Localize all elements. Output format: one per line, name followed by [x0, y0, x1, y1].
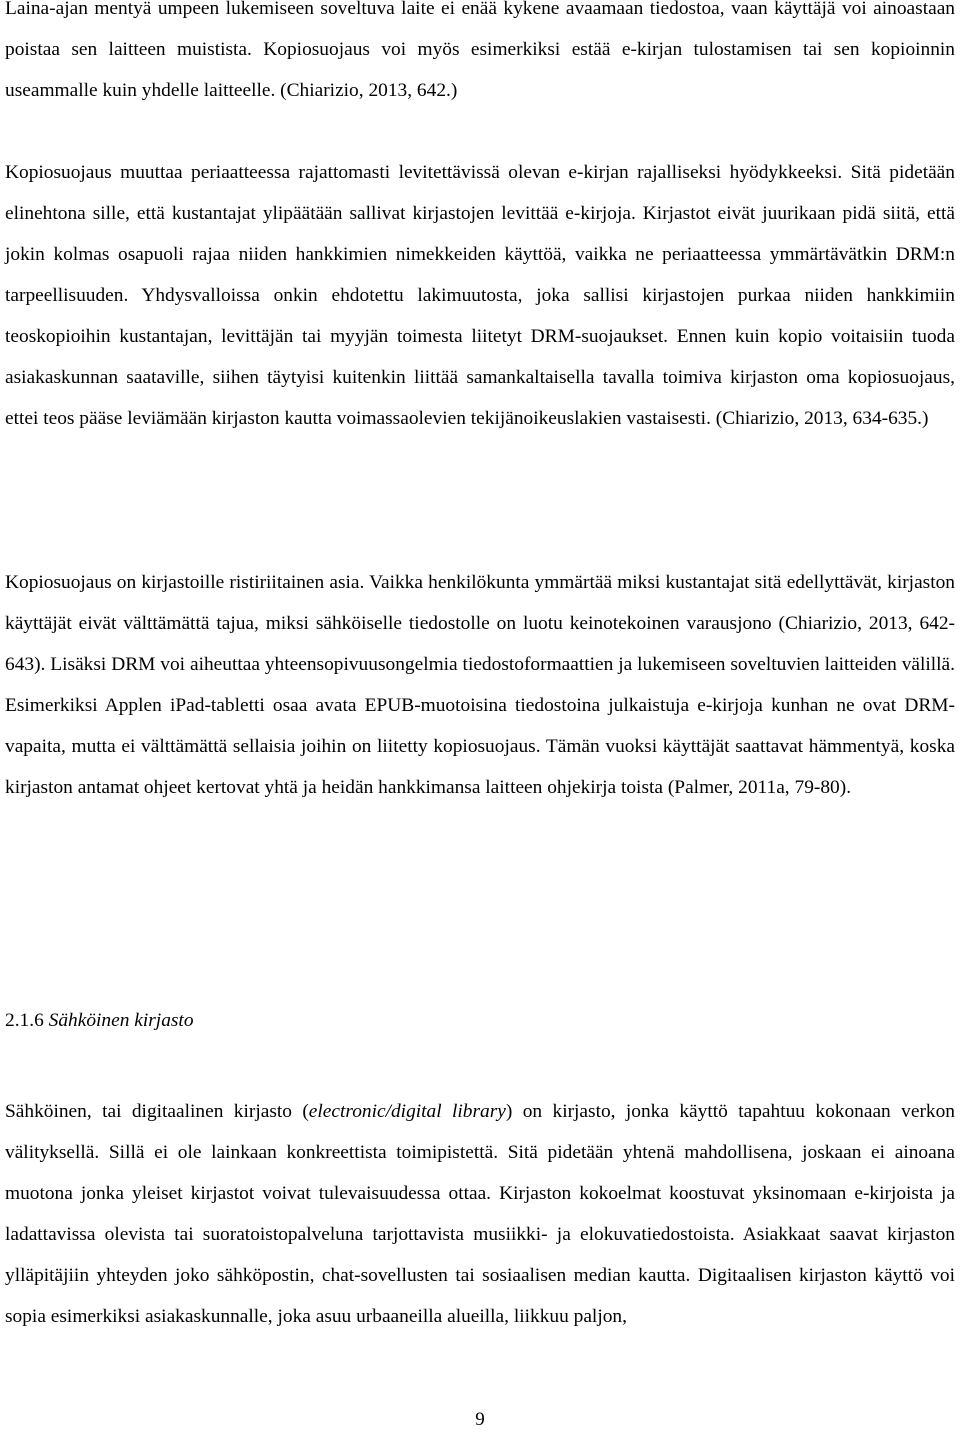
page-number: 9: [475, 1409, 485, 1430]
paragraph-text-start: Sähköinen, tai digitaalinen kirjasto (: [5, 1101, 309, 1122]
document-page: [5, 0, 955, 1436]
paragraph-drm-lending: Laina-ajan mentyä umpeen lukemiseen soveltuva laite ei enää kykene avaamaan tiedostoa, vaan käyttäjä voi ainoastaan poistaa sen laitteen muistista. Kopiosuojaus voi myös esimerkiksi estää e-kirjan tulostamisen tai sen kopioinnin useammalle kuin yhdelle laitteelle. (Chiarizio, 2013, 642.): [5, 0, 955, 101]
paragraph-digital-library: [5, 1091, 955, 1337]
section-title: Sähköinen kirjasto: [48, 1010, 194, 1031]
section-number: 2.1.6: [5, 1010, 44, 1031]
section-heading: [5, 1000, 194, 1041]
paragraph-text-end: ) on kirjasto, jonka käyttö tapahtuu kokonaan verkon välityksellä. Sillä ei ole lainkaan konkreettista toimipistettä. Sitä pidetään yhtenä mahdollisena, joskaan ei ainoana muotona jonka yleiset kirjastot voivat tulevaisuudessa ottaa. Kirjaston kokoelmat koostuvat yksinomaan e-kirjoista ja ladattavissa olevista tai suoratoistopalveluna tarjottavista musiikki- ja elokuvatiedostoista. Asiakkaat saavat kirjaston ylläpitäjiin yhteyden joko sähköpostin, chat-sovellusten tai sosiaalisen median kautta. Digitaalisen kirjaston käyttö voi sopia esimerkiksi asiakaskunnalle, joka asuu urbaaneilla alueilla, liikkuu paljon,: [5, 1101, 955, 1327]
paragraph-italic-term: electronic/digital library: [308, 1101, 506, 1122]
paragraph-drm-libraries: Kopiosuojaus muuttaa periaatteessa rajattomasti levitettävissä olevan e-kirjan rajalliseksi hyödykkeeksi. Sitä pidetään elinehtona sille, että kustantajat ylipäätään sallivat kirjastojen levittää e-kirjoja. Kirjastot eivät juurikaan pidä siitä, että jokin kolmas osapuoli rajaa niiden hankkimien nimekkeiden käyttöä, vaikka ne periaatteessa ymmärtävätkin DRM:n tarpeellisuuden. Yhdysvalloissa onkin ehdotettu lakimuutosta, joka sallisi kirjastojen purkaa niiden hankkimiin teoskopioihin kustantajan, levittäjän tai myyjän toimesta liitetyt DRM-suojaukset. Ennen kuin kopio voitaisiin tuoda asiakaskunnan saataville, siihen täytyisi kuitenkin liittää samankaltaisella tavalla toimiva kirjaston oma kopiosuojaus, ettei teos pääse leviämään kirjaston kautta voimassaolevien tekijänoikeuslakien vastaisesti. (Chiarizio, 2013, 634-635.): [5, 162, 955, 429]
paragraph-drm-conflict: Kopiosuojaus on kirjastoille ristiriitainen asia. Vaikka henkilökunta ymmärtää miksi kustantajat sitä edellyttävät, kirjaston käyttäjät eivät välttämättä tajua, miksi sähköiselle tiedostolle on luotu keinotekoinen varausjono (Chiarizio, 2013, 642-643). Lisäksi DRM voi aiheuttaa yhteensopivuusongelmia tiedostoformaattien ja lukemiseen soveltuvien laitteiden välillä. Esimerkiksi Applen iPad-tabletti osaa avata EPUB-muotoisina tiedostoina julkaistuja e-kirjoja kunhan ne ovat DRM-vapaita, mutta ei välttämättä sellaisia joihin on liitetty kopiosuojaus. Tämän vuoksi käyttäjät saattavat hämmentyä, koska kirjaston antamat ohjeet kertovat yhtä ja heidän hankkimansa laitteen ohjekirja toista (Palmer, 2011a, 79-80).: [5, 572, 955, 798]
